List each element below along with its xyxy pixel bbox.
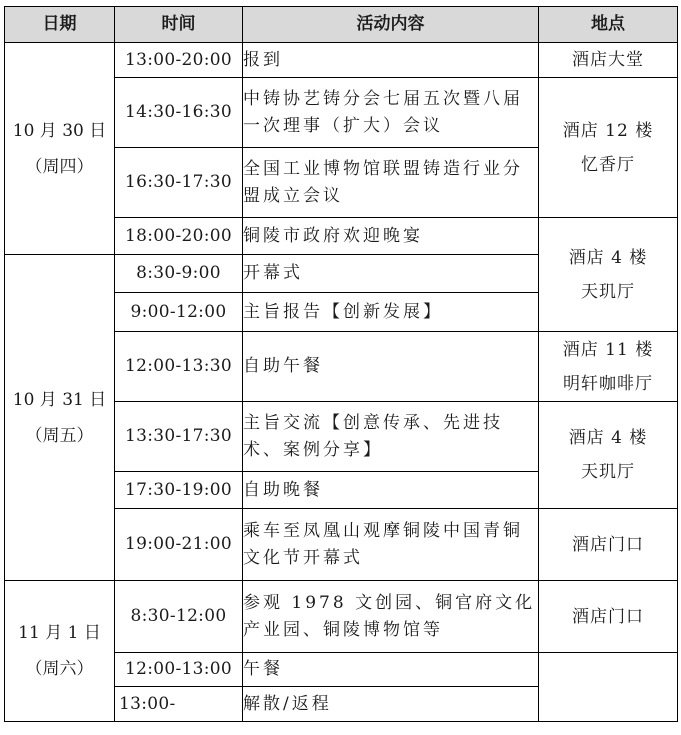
location-line: 酒店门口 xyxy=(572,606,644,627)
header-time: 时间 xyxy=(115,7,243,43)
day-cell xyxy=(5,43,115,255)
location-cell xyxy=(539,402,678,509)
location-line: 明轩咖啡厅 xyxy=(563,373,653,394)
activity-cell: 主旨交流【创意传承、先进技术、案例分享】 xyxy=(243,402,539,472)
day-weekday: （周六） xyxy=(25,659,94,679)
location-cell xyxy=(539,581,678,653)
time-cell: 8:30-12:00 xyxy=(115,581,243,653)
time-cell: 16:30-17:30 xyxy=(115,148,243,218)
activity-cell: 主旨报告【创新发展】 xyxy=(243,293,539,332)
header-location: 地点 xyxy=(539,7,678,43)
table-row xyxy=(5,581,678,653)
day-date: 10 月 31 日 xyxy=(12,389,107,410)
location-line: 酒店 4 楼 xyxy=(568,428,648,448)
time-cell: 12:00-13:00 xyxy=(115,653,243,687)
activity-cell: 报到 xyxy=(243,43,539,78)
day-cell xyxy=(5,581,115,722)
day-date: 11 月 1 日 xyxy=(18,623,101,643)
location-line: 酒店门口 xyxy=(572,534,644,555)
activity-cell: 自助午餐 xyxy=(243,332,539,402)
activity-cell: 中铸协艺铸分会七届五次暨八届一次理事（扩大）会议 xyxy=(243,78,539,148)
activity-cell: 午餐 xyxy=(243,653,539,687)
location-cell xyxy=(539,43,678,78)
activity-cell: 乘车至凤凰山观摩铜陵中国青铜文化节开幕式 xyxy=(243,509,539,581)
location-line: 天玑厅 xyxy=(581,281,635,302)
day-cell xyxy=(5,255,115,581)
header-activity: 活动内容 xyxy=(243,7,539,43)
location-cell xyxy=(539,653,678,722)
day-weekday: （周四） xyxy=(25,156,94,177)
time-cell: 13:00- xyxy=(115,687,243,722)
location-cell xyxy=(539,218,678,332)
activity-cell: 解散/返程 xyxy=(243,687,539,722)
location-cell xyxy=(539,509,678,581)
header-row xyxy=(5,7,678,43)
time-cell: 19:00-21:00 xyxy=(115,509,243,581)
activity-cell: 铜陵市政府欢迎晚宴 xyxy=(243,218,539,255)
activity-cell: 参观 1978 文创园、铜官府文化产业园、铜陵博物馆等 xyxy=(243,581,539,653)
time-cell: 12:00-13:30 xyxy=(115,332,243,402)
day-date: 10 月 30 日 xyxy=(12,120,107,141)
activity-cell: 自助晚餐 xyxy=(243,472,539,509)
time-cell: 17:30-19:00 xyxy=(115,472,243,509)
table-row xyxy=(5,43,678,78)
location-cell xyxy=(539,332,678,402)
activity-cell: 开幕式 xyxy=(243,255,539,293)
location-line: 忆香厅 xyxy=(581,154,635,175)
schedule-table xyxy=(4,6,678,722)
time-cell: 13:30-17:30 xyxy=(115,402,243,472)
header-date: 日期 xyxy=(5,7,115,43)
time-cell: 18:00-20:00 xyxy=(115,218,243,255)
time-cell: 9:00-12:00 xyxy=(115,293,243,332)
location-cell xyxy=(539,78,678,218)
location-line: 酒店大堂 xyxy=(572,50,644,70)
activity-cell: 全国工业博物馆联盟铸造行业分盟成立会议 xyxy=(243,148,539,218)
location-line: 酒店 4 楼 xyxy=(568,247,648,268)
location-line: 酒店 12 楼 xyxy=(562,120,654,141)
location-line: 酒店 11 楼 xyxy=(562,339,654,360)
time-cell: 14:30-16:30 xyxy=(115,78,243,148)
day-weekday: （周五） xyxy=(25,425,94,446)
location-line: 天玑厅 xyxy=(581,462,635,482)
time-cell: 8:30-9:00 xyxy=(115,255,243,293)
time-cell: 13:00-20:00 xyxy=(115,43,243,78)
